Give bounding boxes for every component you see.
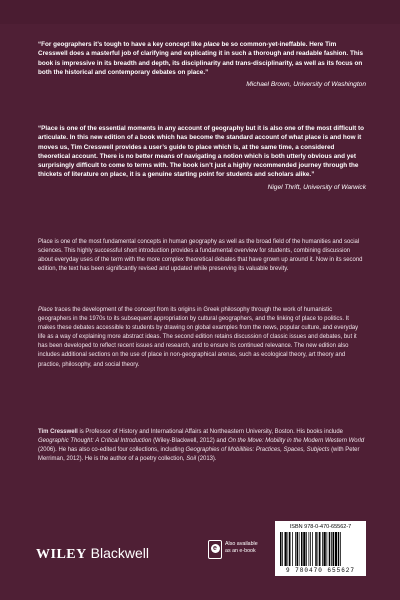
quote-2-attribution: Nigel Thrift, University of Warwick	[267, 183, 366, 191]
barcode-bar	[322, 532, 323, 566]
ebook-icon	[208, 540, 222, 559]
barcode-bar	[329, 532, 331, 566]
barcode-bar	[338, 532, 340, 566]
text-run: (2013).	[196, 456, 217, 463]
barcode-bar	[295, 532, 296, 566]
barcode-bar	[285, 532, 287, 566]
isbn-text: ISBN 978-0-470-65562-7	[289, 524, 352, 530]
text-run: be so common-yet-ineffable. Here Tim Cresswell does a masterful job of clarifying and explicating it in such a thorough and readable fashion. This book is impressive in its breadth and depth, its disciplinarity and trans-disciplinarity, as well as its focus on both the historical and contemporary debates on place.”	[38, 41, 364, 76]
description-paragraph-2	[38, 306, 366, 370]
barcode-bar	[299, 532, 300, 566]
text-run: (with Peter Merriman, 2012). He is the author of a poetry collection,	[38, 447, 360, 463]
barcode-bar	[289, 532, 291, 566]
quote-1-text	[38, 41, 363, 76]
text-run: Geographic Thought: A Critical Introduction	[38, 438, 152, 445]
logo-wiley: WILEY	[36, 547, 87, 562]
ebook-text	[225, 541, 258, 555]
quote-1-attribution: Michael Brown, University of Washington	[246, 81, 366, 89]
top-strip	[0, 0, 400, 24]
logo-blackwell: Blackwell	[86, 545, 149, 561]
barcode-bar	[331, 532, 332, 566]
barcode-bar	[335, 532, 337, 566]
wiley-blackwell-logo	[36, 545, 149, 563]
text-run: Geographies of Mobilities: Practices, Spaces, Subjects	[185, 447, 330, 454]
ebook-icon-letter: e	[211, 544, 220, 553]
text-run: Place is one of the most fundamental concepts in human geography as well as the broad field of the humanities and social sciences. This highly successful short introduction provides a fundamental overview for students, combining discussion about everyday uses of the term with the more complex theoretical debates that have grown up around it. Now in its second edition, the text has been significantly revised and updated while preserving its valuable brevity.	[38, 239, 363, 273]
barcode-bar	[303, 532, 305, 566]
barcode-bar	[306, 532, 307, 566]
barcode-bar	[288, 532, 289, 566]
barcode-bar	[280, 532, 282, 566]
text-run: “Place is one of the essential moments in any account of geography but it is also one of the most difficult to articulate. In this new edition of a book which has become the standard account of what place is and how it moves us, Tim Cresswell provides a user’s guide to place which is, at the same time, a considered theoretical account. There is no better means of navigating a notion which is both utterly obvious and yet surprisingly difficult to come to terms with. The book isn’t just a highly recommended journey through the thickets of literature on place, it is a genuine starting point for students and scholars alike.”	[38, 125, 365, 179]
barcode-bar	[324, 532, 326, 566]
barcode-bar	[312, 532, 313, 566]
barcode-bar	[319, 532, 321, 566]
barcode-bar	[292, 532, 293, 566]
barcode-bar	[327, 532, 328, 566]
endorsement-quote-2	[38, 124, 366, 192]
text-run: Place	[38, 307, 53, 313]
author-bio-paragraph	[38, 428, 366, 464]
ebook-line-1: Also available	[225, 541, 258, 547]
barcode-bars	[279, 532, 362, 566]
endorsement-quote-1	[38, 40, 366, 89]
text-run: Soil	[186, 456, 197, 463]
text-run: traces the development of the concept from its origins in Greek philosophy through the work of humanistic geographers in the 1970s to its subsequent appropriation by cultural geographers, and the linking of place to politics. It makes these debates accessible to students by drawing on global examples from the news, popular culture, and everyday life as a way of explaining more abstract ideas. The second edition retains discussion of classic issues and debates, but it has been developed to reflect recent issues and research, and to ensure its continued relevance. The new edition also includes additional sections on the use of place in non-geographical arenas, such as ecological theory, art theory and practice, philosophy, and social theory.	[38, 307, 359, 368]
text-run: Tim Cresswell	[38, 429, 78, 435]
barcode-bar	[282, 532, 283, 566]
isbn-barcode	[275, 521, 366, 576]
barcode-bar	[318, 532, 319, 566]
quote-2-text	[38, 125, 364, 178]
barcode-bar	[297, 532, 299, 566]
description-paragraph-1	[38, 238, 366, 274]
barcode-bar	[340, 532, 341, 566]
text-run: place	[203, 41, 220, 48]
barcode-bar	[333, 532, 335, 566]
barcode-digits: 9 780470 655627	[285, 567, 355, 574]
barcode-bar	[301, 532, 303, 566]
barcode-bar	[315, 532, 317, 566]
text-run: On the Move: Mobility in the Modern Western World	[227, 438, 365, 445]
text-run: is Professor of History and International Affairs at Northeastern University, Boston. His books include	[77, 429, 343, 435]
text-run: (Wiley-Blackwell, 2012) and	[151, 438, 228, 445]
barcode-bar	[310, 532, 311, 566]
barcode-bar	[309, 532, 310, 566]
ebook-notice	[208, 538, 268, 562]
text-run: “For geographers it’s tough to have a key concept like	[38, 41, 204, 48]
ebook-line-2: as an e-book	[225, 548, 256, 554]
text-run: (2006). He has also co-edited four collections, including	[38, 447, 186, 454]
